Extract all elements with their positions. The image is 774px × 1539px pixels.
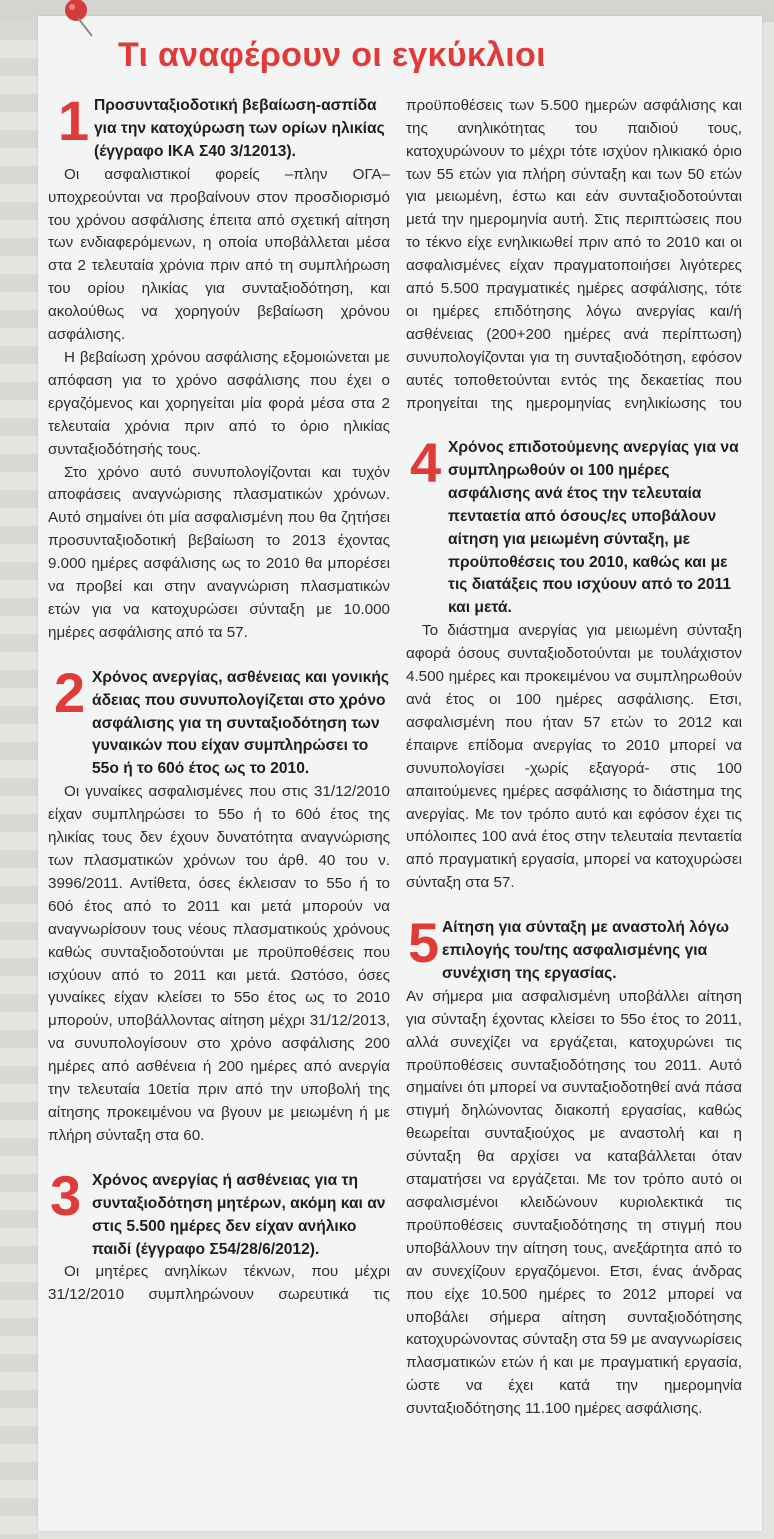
pushpin-icon: [56, 0, 102, 40]
section-paragraph: Η βεβαίωση χρόνου ασφάλισης εξομοιώνεται με απόφαση για το χρόνο ασφάλισης που έχει ο εργαζόμενος και χορηγείται μία φορά μέσα στα 2 τελευταία χρόνια πριν από το όριο ηλικίας συνταξιοδότησής τους.: [48, 348, 390, 458]
section-number: 3: [50, 1163, 82, 1227]
section-1: [48, 89, 390, 645]
section-paragraph: Οι ασφαλιστικοί φορείς –πλην ΟΓΑ– υποχρεούνται να προβαίνουν στον προσδιορισμό του χρόνου ασφάλισης έπειτα από σχετική αίτηση των ενδιαφερόμενων, η οποία υποβάλλεται μέσα στα 2 τελευταία χρόνια πριν από τη συμπλήρωση του ορίου ηλικίας για συνταξιοδότηση, και ακολούθως να χορηγούν βεβαίωση χρόνου ασφάλισης.: [48, 165, 390, 344]
section-number: 4: [410, 431, 442, 494]
section-2: [48, 660, 390, 1148]
section-number: 1: [58, 89, 90, 152]
section-3: [48, 1163, 390, 1308]
section-paragraph: Οι γυναίκες ασφαλισμένες που στις 31/12/2010 είχαν συμπληρώσει το 55ο ή το 60ό έτος της ηλικίας τους δεν έχουν δυνατότητα αναγνώρισης των πλασματικών χρόνων του άρθ. 40 του ν. 3996/2011. Αντίθετα, όσες έκλεισαν το 55ο ή το 60ό έτος από το 2011 και μετά μπορούν να αναγνωρίσουν τους νέους πλασματικούς χρόνους καθώς συνταξιοδοτούνται με προϋποθέσεις που ισχύουν από το 2011 και μετά. Ωστόσο, όσες γυναίκες είχαν κλείσει το 55ο έτος ως το 2010 μπορούν, υποβάλλοντας αίτηση μέχρι 31/12/2013, να συνυπολογίσουν στο χρόνο ασφάλισης 200 ημέρες από ασθένεια ή 200 ημέρες από ανεργία την τελευταία 10ετία πριν από την υποβολή της αίτησης προκειμένου να βγουν με μειωμένη ή με πλήρη σύνταξη στα 60.: [48, 783, 390, 1144]
section-5: [406, 911, 742, 1421]
section-heading: Χρόνος ανεργίας ή ασθένειας για τη συνταξιοδότηση μητέρων, ακόμη και αν στις 5.500 ημέρες δεν είχαν ανήλικο παιδί (έγγραφο Σ54/28/6/2012).: [92, 1171, 386, 1258]
section-heading: Χρόνος ανεργίας, ασθένειας και γονικής άδειας που συνυπολογίζεται στο χρόνο ασφάλισης για τη συνταξιοδότηση των γυναικών που είχαν συμπληρώσει το 55ο ή το 60ό έτος ως το 2010.: [92, 668, 389, 778]
left-column: [48, 89, 390, 1307]
section-gap: [406, 895, 742, 917]
section-paragraph-continued: προϋποθέσεις των 5.500 ημερών ασφάλισης και της ανηλικότητας του παιδιού τους, κατοχυρώνουν το μέχρι τότε ισχύον ηλικιακό όριο των 55 ετών για πλήρη σύνταξη και των 50 ετών για μειωμένη, έστω και εάν συνταξιοδοτούνται μετά την ημερομηνία αυτή. Στις περιπτώσεις που το τέκνο είχε ενηλικιωθεί πριν από το 2010 και οι ασφαλισμένες είχαν πραγματοποιήσει λιγότερες από 5.500 πραγματικές ημέρες ασφάλισης, τότε οι ημέρες επιδότησης λόγω ανεργίας και/ή ασθένειας (200+200 ημέρες ανά περίπτωση) συνυπολογίζονται για τη συνταξιοδότηση, εφόσον αυτές τοποθετούνται εντός της δεκαετίας που προηγείται της ημερομηνίας ενηλικίωσης του: [406, 96, 742, 412]
section-gap: [406, 417, 742, 437]
section-heading: Αίτηση για σύνταξη με αναστολή λόγω επιλογής του/της ασφαλισμένης για συνέχιση της εργασίας.: [442, 919, 730, 982]
section-paragraph: Οι μητέρες ανηλίκων τέκνων, που μέχρι 31/12/2010 συμπληρώνουν σωρευτικά τις: [48, 1263, 390, 1304]
section-heading: Προσυνταξιοδοτική βεβαίωση-ασπίδα για την κατοχύρωση των ορίων ηλικίας (έγγραφο ΙΚΑ Σ40 3/12013).: [94, 97, 385, 160]
section-number: 2: [54, 660, 86, 724]
section-gap: [48, 645, 390, 667]
section-number: 5: [408, 911, 440, 975]
right-column: [406, 95, 742, 1421]
section-3-continuation: [406, 95, 742, 417]
neighboring-page-edge: [0, 22, 38, 1539]
page-title: Τι αναφέρουν οι εγκύκλιοι: [118, 36, 546, 74]
section-4: [406, 431, 742, 895]
section-gap: [48, 1148, 390, 1170]
section-paragraph: Στο χρόνο αυτό συνυπολογίζονται και τυχόν αποφάσεις αναγνώρισης πλασματικών χρόνων. Αυτό σημαίνει ότι μία ασφαλισμένη που θα ζητήσει προσυνταξιοδοτική βεβαίωση το 2013 έχοντας 9.000 ημέρες ασφάλισης ως το 2010 θα μπορέσει να προβεί και στην αναγνώριση πλασματικών ετών για να κατοχυρώσει σύνταξη με 10.000 ημέρες ασφάλισης από τα 57.: [48, 463, 390, 641]
section-paragraph: Το διάστημα ανεργίας για μειωμένη σύνταξη αφορά όσους συνταξιοδοτούνται με τουλάχιστον 4.500 ημέρες και προκειμένου να συμπληρωθούν ανά έτος οι 100 ημέρες ασφάλισης. Ετσι, ασφαλισμένη που ήταν 57 ετών το 2012 και έπαιρνε επίδομα ανεργίας το 2010 μπορεί να συνυπολογίσει -χωρίς εξαγορά- στις 100 απαιτούμενες ημέρες ασφάλισης το διάστημα της ανεργίας. Με τον τρόπο αυτό και εφόσον έχει τις υπόλοιπες 100 ανά έτος στην τελευταία πενταετία από πραγματική εργασία, μπορεί να κατοχυρώσει σύνταξη στα 57.: [406, 622, 742, 892]
section-paragraph: Αν σήμερα μια ασφαλισμένη υποβάλλει αίτηση για σύνταξη έχοντας κλείσει το 55ο έτος το 2011, αλλά συνεχίζει να εργάζεται, κατοχυρώνει τις προϋποθέσεις συνταξιοδότησης του 2011. Αυτό σημαίνει ότι μπορεί να συνταξιοδοτηθεί ανά πάσα στιγμή δηλώνοντας διακοπή εργασίας, καθώς θεωρείται συνταξιούχος με αναστολή και η σύνταξη θα αρχίσει να καταβάλλεται όταν σταματήσει να εργάζεται. Με τον τρόπο αυτό οι ασφαλισμένοι κλειδώνουν κυριολεκτικά τις προϋποθέσεις συνταξιοδότησης τη στιγμή που υποβάλλουν την αίτηση τους, ανεξάρτητα από το αν συνεχίζουν εργαζόμενοι. Ετσι, ένας άνδρας που είχε 10.500 ημέρες το 2012 μπορεί να υποβάλει σήμερα αίτηση συνταξιοδότησης κατοχυρώνοντας σύνταξη στα 59 με αναγνωρίσεις πλασματικών ετών ή και με πραγματική εργασία, ώστε να έχει κατά την ημερομηνία συνταξιοδότησης 11.100 ημέρες ασφάλισης.: [406, 987, 742, 1418]
section-heading: Χρόνος επιδοτούμενης ανεργίας για να συμπληρωθούν οι 100 ημέρες ασφάλισης ανά έτος την τελευταία πενταετία από όσους/ες υποβάλουν αίτηση για μειωμένη σύνταξη, με προϋποθέσεις του 2010, καθώς και με τις διατάξεις που ισχύουν από το 2011 και μετά.: [448, 439, 739, 617]
